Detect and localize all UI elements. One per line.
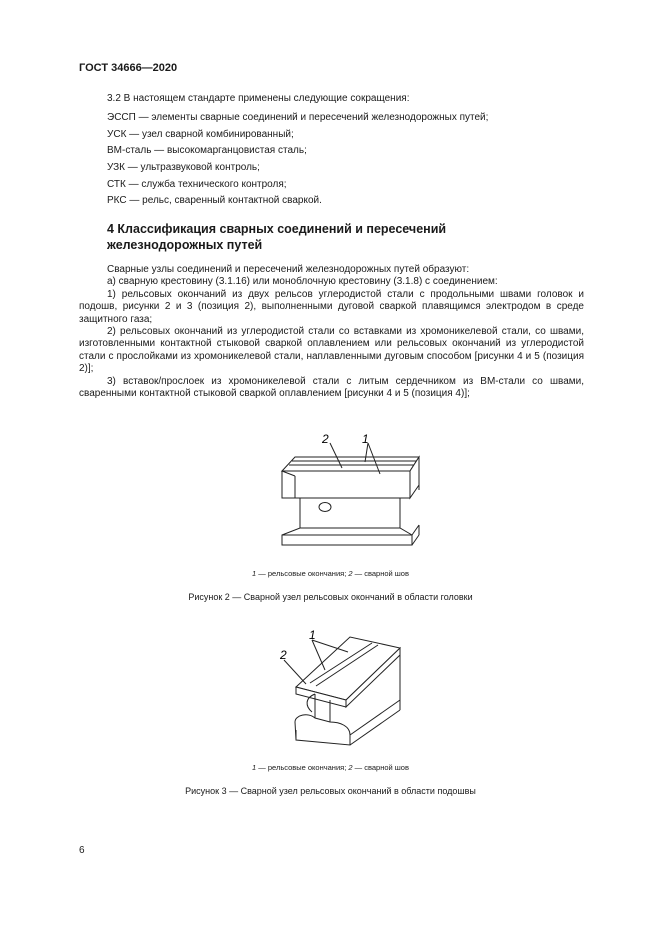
legend-num: 2 [348, 569, 353, 578]
section-3-2-intro: 3.2 В настоящем стандарте применены следующие сокращения: [107, 93, 410, 104]
legend-text: — сварной шов [352, 763, 409, 772]
abbreviation-item: РКС — рельс, сваренный контактной сваркой. [107, 195, 322, 207]
figure-2-legend [0, 569, 661, 578]
abbreviation-item: ЭССП — элементы сварные соединений и пересечений железнодорожных путей; [107, 112, 489, 123]
list-item: 2) рельсовых окончаний из углеродистой стали со вставками из хромоникелевой стали, со швами, изготовленными контактной стыковой сваркой оплавлением или рельсовых окончаний из углеродистой стали с прослойками из хромоникелевой стали, наплавленными дуговым способом [рисунки 4 и 5 (позиция 2)]; [79, 326, 584, 375]
legend-text: — рельсовые окончания; [256, 763, 349, 772]
legend-num: 1 [252, 763, 257, 772]
figure-2 [0, 425, 661, 605]
page-number: 6 [79, 845, 85, 856]
rail-foot-weld-drawing [0, 620, 661, 755]
list-item: 1) рельсовых окончаний из двух рельсов углеродистой стали с продольными швами головок и подошв, рисунки 2 и 3 (позиция 2), выполненными дуговой сваркой плавящимся электродом в среде защитного газа; [79, 288, 584, 325]
section-4-title-line1: 4 Классификация сварных соединений и пересечений [107, 222, 447, 236]
legend-text: — сварной шов [352, 569, 409, 578]
abbreviation-item: СТК — служба технического контроля; [107, 178, 287, 190]
figure-3-label-2: 2 [280, 648, 287, 662]
section-4-title [107, 221, 527, 253]
figure-3 [0, 620, 661, 800]
figure-3-caption: Рисунок 3 — Сварной узел рельсовых окончаний в области подошвы [185, 786, 476, 796]
abbreviation-item: ВМ-сталь — высокомарганцовистая сталь; [107, 145, 307, 157]
figure-2-label-2: 2 [322, 432, 329, 446]
legend-text: — рельсовые окончания; [256, 569, 349, 578]
figure-2-caption: Рисунок 2 — Сварной узел рельсовых окончаний в области головки [188, 592, 473, 602]
figure-3-legend [0, 763, 661, 772]
rail-head-weld-drawing [0, 425, 661, 555]
section-4-body [79, 264, 584, 400]
abbreviation-list [107, 112, 488, 212]
list-item: 3) вставок/прослоек из хромоникелевой стали с литым сердечником из ВМ-стали со швами, сваренными контактной стыковой сваркой оплавлением [рисунки 4 и 5 (позиция 4)]; [79, 375, 584, 400]
figure-2-label-1: 1 [362, 432, 369, 446]
legend-num: 2 [348, 763, 353, 772]
abbreviation-item: УСК — узел сварной комбинированный; [107, 128, 294, 140]
paragraph: Сварные узлы соединений и пересечений железнодорожных путей образуют: [107, 264, 470, 275]
section-4-title-line2: железнодорожных путей [107, 238, 263, 252]
document-header: ГОСТ 34666—2020 [79, 62, 178, 74]
legend-num: 1 [252, 569, 257, 578]
abbreviation-item: УЗК — ультразвуковой контроль; [107, 162, 260, 174]
paragraph: а) сварную крестовину (3.1.16) или моноблочную крестовину (3.1.8) с соединением: [107, 276, 498, 288]
figure-3-label-1: 1 [309, 628, 316, 642]
